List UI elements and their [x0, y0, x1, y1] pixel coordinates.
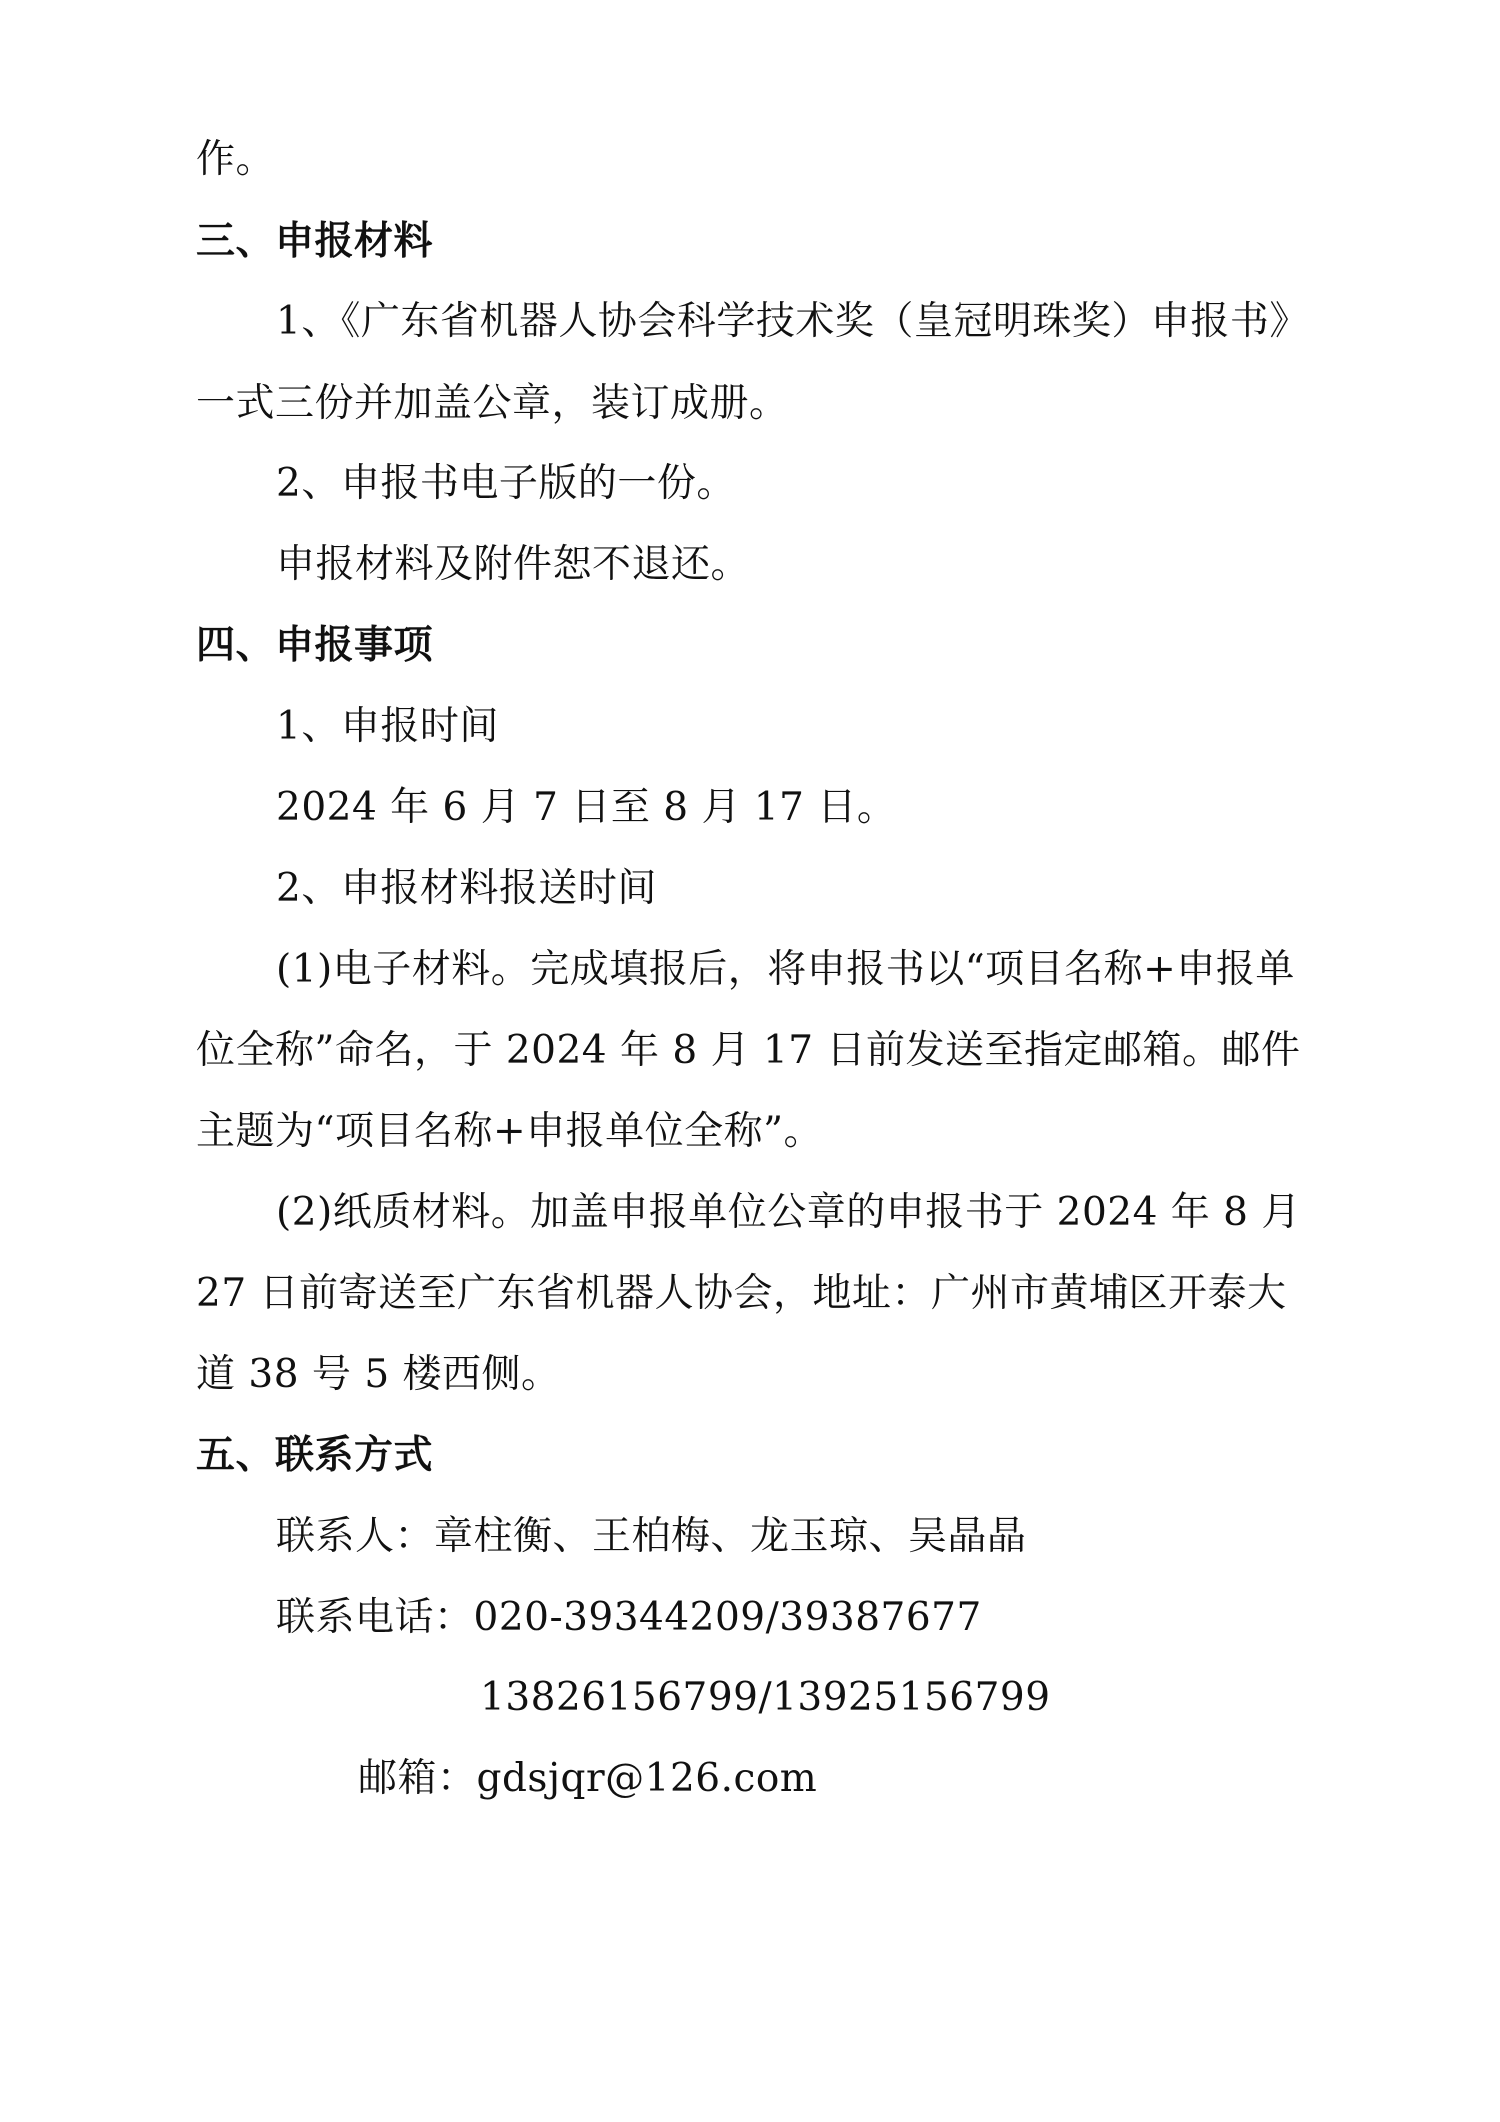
section-heading-contact: 五、联系方式 [196, 1433, 434, 1478]
materials-item-2: 2、申报书电子版的一份。 [276, 461, 736, 506]
electronic-materials-line-3: 主题为“项目名称+申报单位全称”。 [196, 1109, 824, 1154]
contact-mobile: 13826156799/13925156799 [480, 1675, 1051, 1720]
contact-phone: 联系电话：020-39344209/39387677 [276, 1595, 982, 1640]
paper-materials-line-1: (2)纸质材料。加盖申报单位公章的申报书于 2024 年 8 月 [276, 1190, 1301, 1235]
materials-item-1: 1、《广东省机器人协会科学技术奖（皇冠明珠奖）申报书》 [276, 299, 1309, 344]
paper-materials-line-2: 27 日前寄送至广东省机器人协会，地址：广州市黄埔区开泰大 [196, 1271, 1287, 1316]
materials-item-1-continued: 一式三份并加盖公章，装订成册。 [196, 381, 789, 426]
materials-note: 申报材料及附件恕不退还。 [276, 542, 751, 587]
paper-materials-line-3: 道 38 号 5 楼西侧。 [196, 1352, 561, 1397]
matters-item-2-title: 2、申报材料报送时间 [276, 866, 657, 911]
section-heading-materials: 三、申报材料 [196, 219, 434, 264]
contact-persons: 联系人：章柱衡、王柏梅、龙玉琼、吴晶晶 [276, 1514, 1027, 1559]
electronic-materials-line-1: (1)电子材料。完成填报后，将申报书以“项目名称+申报单 [276, 947, 1295, 992]
matters-item-1-dates: 2024 年 6 月 7 日至 8 月 17 日。 [276, 785, 897, 830]
contact-email: 邮箱：gdsjqr@126.com [358, 1756, 818, 1801]
electronic-materials-line-2: 位全称”命名，于 2024 年 8 月 17 日前发送至指定邮箱。邮件 [196, 1028, 1301, 1073]
text-line-continuation: 作。 [196, 137, 276, 182]
section-heading-matters: 四、申报事项 [196, 623, 434, 668]
matters-item-1-title: 1、申报时间 [276, 704, 499, 749]
